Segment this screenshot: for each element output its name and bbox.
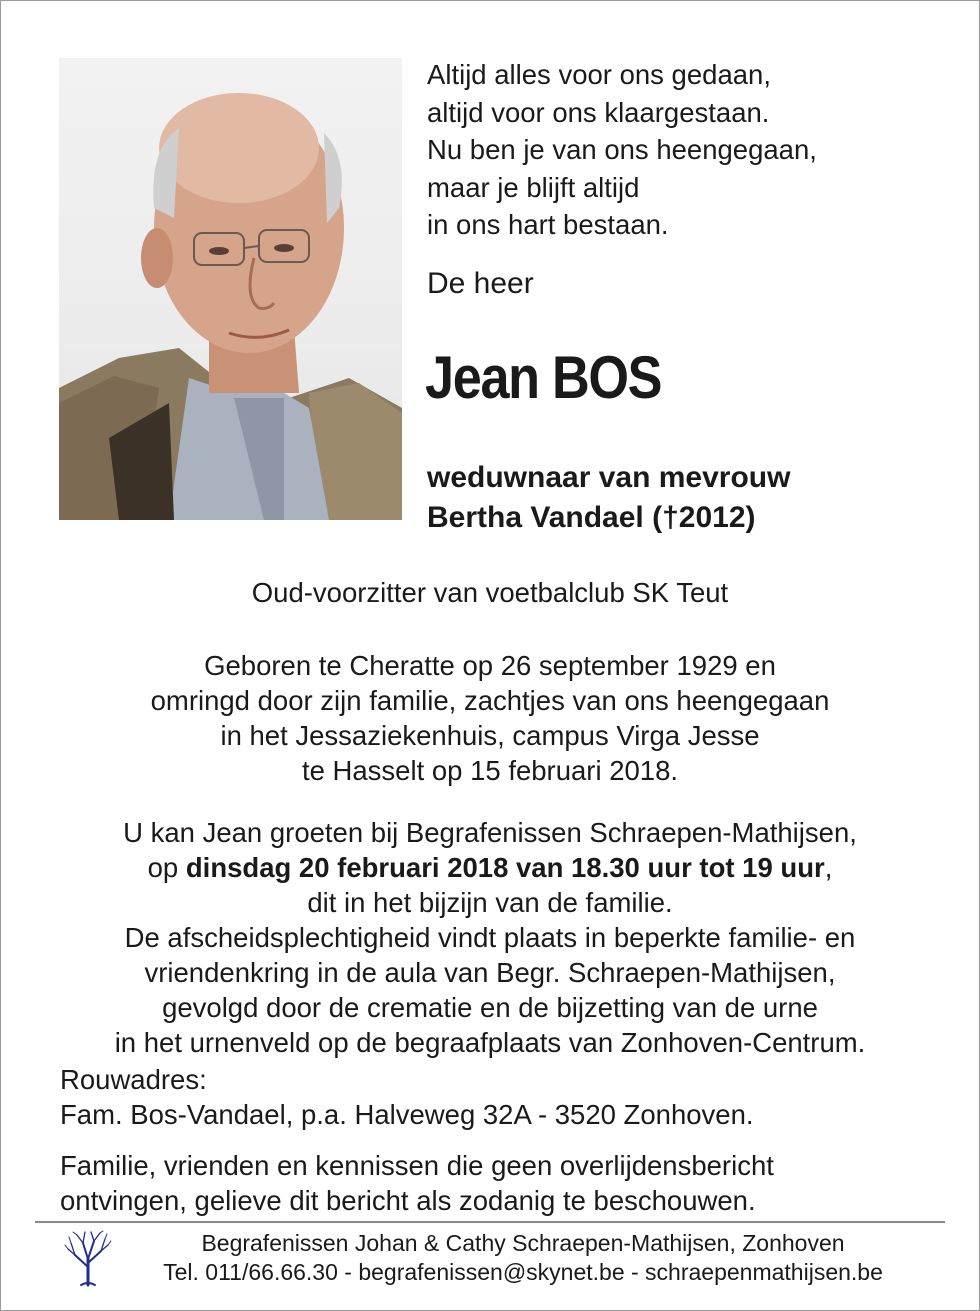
closing-note bbox=[60, 1148, 774, 1218]
closing-line: ontvingen, gelieve dit bericht als zodanig te beschouwen. bbox=[60, 1185, 756, 1216]
honorific: De heer bbox=[427, 267, 534, 300]
poem-line: in ons hart bestaan. bbox=[427, 209, 669, 240]
ceremony-line: De afscheidsplechtigheid vindt plaats in beperkte familie- en bbox=[124, 922, 856, 953]
spouse-line: weduwnaar van mevrouw bbox=[427, 461, 791, 494]
address-value: Fam. Bos-Vandael, p.a. Halveweg 32A - 3520 Zonhoven. bbox=[60, 1099, 754, 1130]
ceremony-line: vriendenkring in de aula van Begr. Schraepen-Mathijsen, bbox=[144, 957, 836, 988]
birth-line: omringd door zijn familie, zachtjes van ons heengegaan bbox=[150, 685, 830, 716]
ceremony-line: in het urnenveld op de begraafplaats van Zonhoven-Centrum. bbox=[114, 1027, 866, 1058]
closing-line: Familie, vrienden en kennissen die geen overlijdensbericht bbox=[60, 1150, 774, 1181]
deceased-name: Jean BOS bbox=[425, 344, 662, 411]
funeral-home-footer bbox=[128, 1229, 918, 1287]
birth-death-paragraph bbox=[0, 648, 980, 788]
visitation-date: dinsdag 20 februari 2018 van 18.30 uur tot 19 uur bbox=[185, 852, 825, 883]
tree-icon bbox=[63, 1229, 113, 1287]
poem-line: maar je blijft altijd bbox=[427, 171, 640, 203]
address-label: Rouwadres: bbox=[60, 1064, 207, 1095]
visitation-prefix: op bbox=[147, 852, 186, 883]
birth-line: te Hasselt op 15 februari 2018. bbox=[301, 755, 679, 786]
poem-line: altijd voor ons klaargestaan. bbox=[427, 96, 770, 128]
mourning-address bbox=[60, 1062, 754, 1132]
visitation-suffix: , bbox=[824, 852, 833, 883]
footer-divider bbox=[35, 1221, 945, 1223]
visitation-line: U kan Jean groeten bij Begrafenissen Schraepen-Mathijsen, bbox=[123, 817, 857, 848]
funeral-home-name: Begrafenissen Johan & Cathy Schraepen-Mathijsen, Zonhoven bbox=[201, 1230, 845, 1256]
birth-line: Geboren te Cheratte op 26 september 1929 en bbox=[204, 650, 776, 681]
birth-line: in het Jessaziekenhuis, campus Virga Jesse bbox=[220, 720, 760, 751]
poem-line: Altijd alles voor ons gedaan, bbox=[427, 59, 771, 90]
visitation-paragraph bbox=[0, 815, 980, 1060]
poem bbox=[427, 56, 817, 244]
funeral-home-contact: Tel. 011/66.66.30 - begrafenissen@skynet.be - schraepenmathijsen.be bbox=[163, 1259, 883, 1285]
spouse-info bbox=[427, 458, 790, 538]
ceremony-line: gevolgd door de crematie en de bijzetting van de urne bbox=[162, 992, 818, 1023]
visitation-line: dit in het bijzijn van de familie. bbox=[307, 887, 673, 918]
role-line bbox=[0, 577, 980, 609]
poem-line: Nu ben je van ons heengegaan, bbox=[427, 134, 817, 165]
visitation-date-line bbox=[0, 850, 980, 885]
spouse-line: Bertha Vandael (†2012) bbox=[427, 501, 756, 534]
role-text: Oud-voorzitter van voetbalclub SK Teut bbox=[251, 577, 729, 608]
portrait-photo bbox=[59, 58, 402, 520]
